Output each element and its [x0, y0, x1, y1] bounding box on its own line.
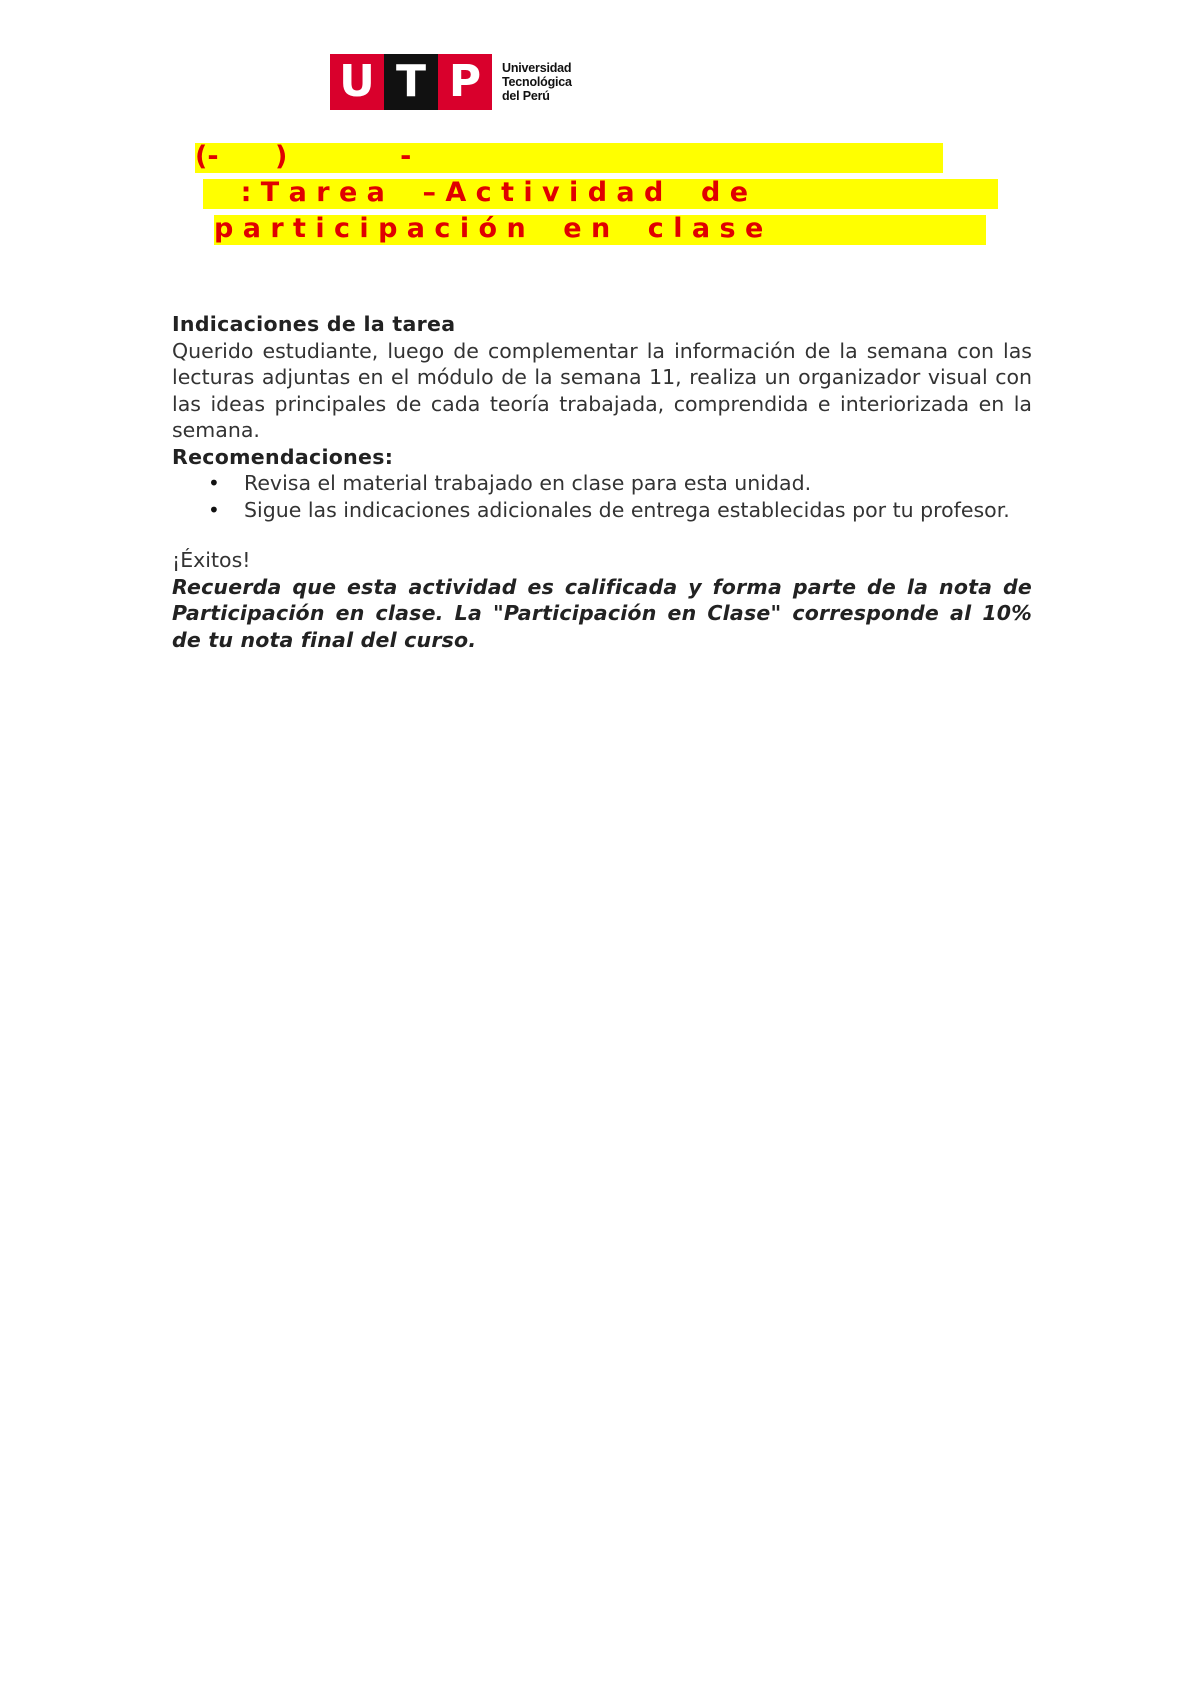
logo-text-line: Tecnológica	[502, 75, 572, 89]
document-title	[190, 140, 1010, 246]
logo-text-line: del Perú	[502, 89, 550, 103]
recommendations-list	[172, 470, 1032, 523]
list-item: • Revisa el material trabajado en clase para esta unidad.	[172, 470, 1032, 497]
indications-heading: Indicaciones de la tarea	[172, 312, 456, 336]
task-content	[172, 311, 1032, 653]
logo-mark	[330, 54, 492, 110]
logo-letter-t: T	[384, 54, 438, 110]
logo-letter-p: P	[448, 56, 482, 107]
list-item: • Sigue las indicaciones adicionales de entrega establecidas por tu profesor.	[172, 497, 1032, 524]
title-line-1	[190, 140, 1010, 174]
grading-note: Recuerda que esta actividad es calificada y forma parte de la nota de Participación en clase. La "Participación en Clase" corresponde al 10% de tu nota final del curso.	[172, 574, 1032, 652]
title-line-3	[190, 212, 1010, 246]
logo-letter-u: U	[339, 56, 375, 107]
closing-text: ¡Éxitos!	[172, 548, 251, 572]
logo-wordmark	[502, 61, 572, 103]
spacer	[172, 523, 1032, 547]
utp-logo	[330, 54, 572, 110]
indications-paragraph: Querido estudiante, luego de complementar la información de la semana con las lecturas adjuntas en el módulo de la semana 11, realiza un organizador visual con las ideas principales de cada teoría trabajada, comprendida e interiorizada en la semana.	[172, 338, 1032, 442]
title-line-3-text: p a r t i c i p a c i ó n e n c l a s e	[214, 213, 764, 244]
title-line-2-text: : T a r e a – A c t i v i d a d d e	[203, 177, 749, 208]
logo-text-line: Universidad	[502, 61, 572, 75]
title-line-1-text: (- ) -	[195, 141, 412, 172]
recommendations-heading: Recomendaciones:	[172, 444, 394, 469]
title-line-2	[190, 176, 1010, 210]
